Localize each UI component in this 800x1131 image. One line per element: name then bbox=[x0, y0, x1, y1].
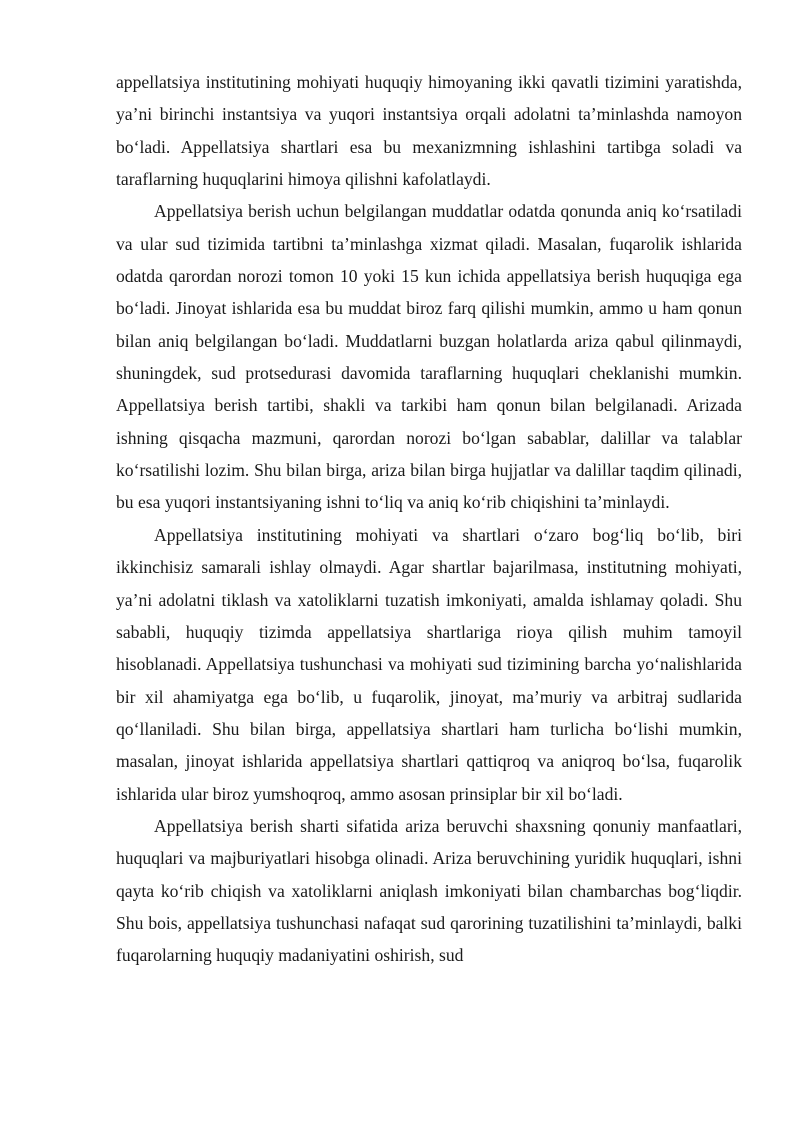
paragraph-deadlines: Appellatsiya berish uchun belgilangan muddatlar odatda qonunda aniq ko‘rsatiladi va ular sud tizimida tartibni ta’minlashga xizmat qiladi. Masalan, fuqarolik ishlarida odatda qarordan norozi tomon 10 yoki 15 kun ichida appellatsiya berish huquqiga ega bo‘ladi. Jinoyat ishlarida esa bu muddat biroz farq qilishi mumkin, ammo u ham qonun bilan aniq belgilangan bo‘ladi. Muddatlarni buzgan holatlarda ariza qabul qilinmaydi, shuningdek, sud protsedurasi davomida taraflarning huquqlari cheklanishi mumkin. Appellatsiya berish tartibi, shakli va tarkibi ham qonun bilan belgilanadi. Arizada ishning qisqacha mazmuni, qarordan norozi bo‘lgan sabablar, dalillar va talablar ko‘rsatilishi lozim. Shu bilan birga, ariza bilan birga hujjatlar va dalillar taqdim qilinadi, bu esa yuqori instantsiyaning ishni to‘liq va aniq ko‘rib chiqishini ta’minlaydi. bbox=[116, 201, 742, 513]
paragraph-continued: appellatsiya institutining mohiyati huquqiy himoyaning ikki qavatli tizimini yaratishda, ya’ni birinchi instantsiya va yuqori instantsiya orqali adolatni ta’minlashda namoyon bo‘ladi. Appellatsiya shartlari esa bu mexanizmning ishlashini tartibga soladi va taraflarning huquqlarini himoya qilishni kafolatlaydi. bbox=[116, 72, 742, 190]
paragraph-essence-conditions: Appellatsiya institutining mohiyati va shartlari o‘zaro bog‘liq bo‘lib, biri ikkinchisiz samarali ishlay olmaydi. Agar shartlar bajarilmasa, institutning mohiyati, ya’ni adolatni tiklash va xatoliklarni tuzatish imkoniyati, amalda ishlamay qoladi. Shu sababli, huquqiy tizimda appellatsiya shartlariga rioya qilish muhim tamoyil hisoblanadi. Appellatsiya tushunchasi va mohiyati sud tizimining barcha yo‘nalishlarida bir xil ahamiyatga ega bo‘lib, u fuqarolik, jinoyat, ma’muriy va arbitraj sudlarida qo‘llaniladi. Shu bilan birga, appellatsiya shartlari ham turlicha bo‘lishi mumkin, masalan, jinoyat ishlarida appellatsiya shartlari qattiqroq va aniqroq bo‘lsa, fuqarolik ishlarida ular biroz yumshoqroq, ammo asosan prinsiplar bir xil bo‘ladi. bbox=[116, 524, 742, 804]
body-text bbox=[116, 66, 742, 972]
paragraph-applicant-rights: Appellatsiya berish sharti sifatida ariza beruvchi shaxsning qonuniy manfaatlari, huquqlari va majburiyatlari hisobga olinadi. Ariza beruvchining yuridik huquqlari, ishni qayta ko‘rib chiqish va xatoliklarni aniqlash imkoniyati bilan chambarchas bog‘liqdir. Shu bois, appellatsiya tushunchasi nafaqat sud qarorining tuzatilishini ta’minlaydi, balki fuqarolarning huquqiy madaniyatini oshirish, sud bbox=[116, 815, 742, 966]
